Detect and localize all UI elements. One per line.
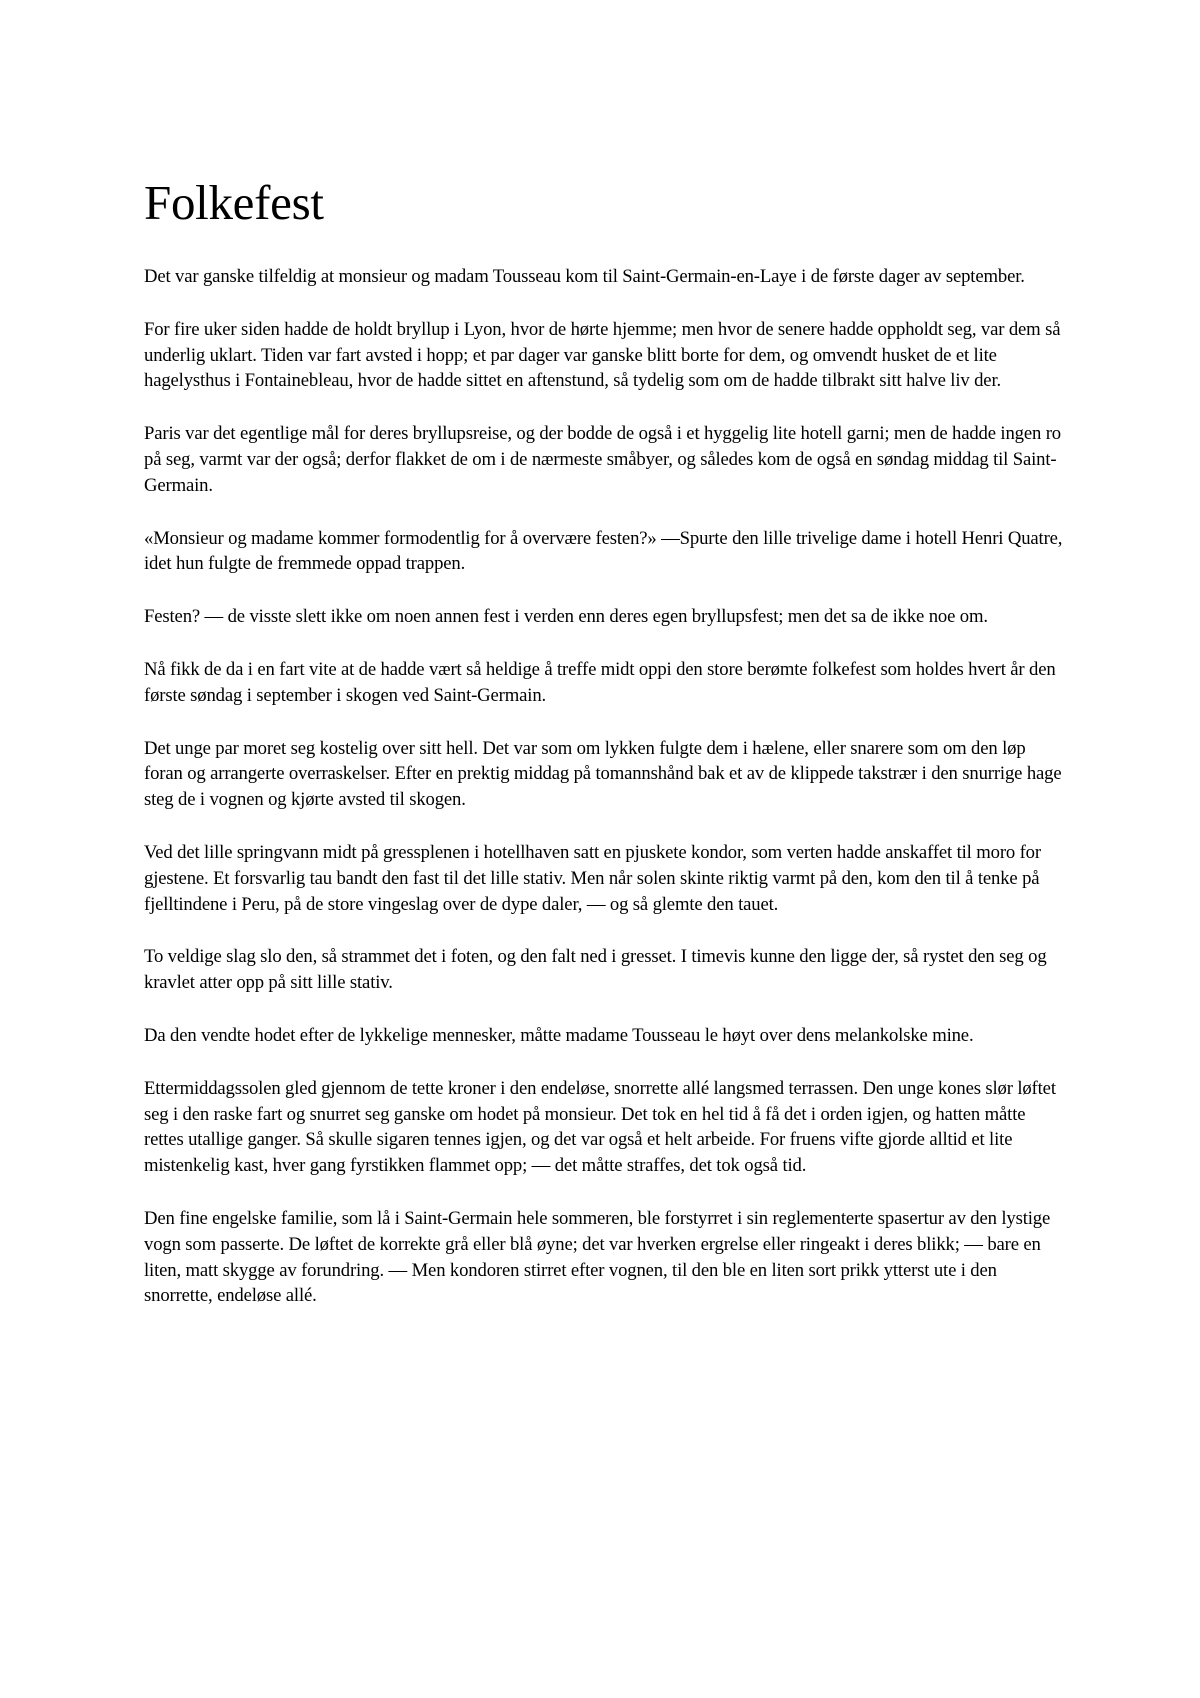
paragraph: Paris var det egentlige mål for deres bryllupsreise, og der bodde de også i et hyggelig lite hotell garni; men de hadde ingen ro på seg, varmt var der også; derfor flakket de om i de nærmeste småbyer, og således kom de også en søndag middag til Saint-Germain.: [144, 423, 1061, 496]
paragraph: Det var ganske tilfeldig at monsieur og madam Tousseau kom til Saint-Germain-en-Laye i de første dager av september.: [144, 266, 1025, 287]
paragraph: Ved det lille springvann midt på gressplenen i hotellhaven satt en pjuskete kondor, som verten hadde anskaffet til moro for gjestene. Et forsvarlig tau bandt den fast til det lille stativ. Men når solen skinte riktig varmt på den, kom den til å tenke på fjelltindene i Peru, på de store vingeslag over de dype daler, — og så glemte den tauet.: [144, 841, 1041, 915]
paragraph: «Monsieur og madame kommer formodentlig for å overvære festen?» —Spurte den lille trivelige dame i hotell Henri Quatre, idet hun fulgte de fremmede oppad trappen.: [144, 527, 1063, 575]
paragraph: Da den vendte hodet efter de lykkelige mennesker, måtte madame Tousseau le høyt over dens melankolske mine.: [144, 1024, 974, 1046]
paragraph: Den fine engelske familie, som lå i Saint-Germain hele sommeren, ble forstyrret i sin reglementerte spasertur av den lystige vogn som passerte. De løftet de korrekte grå eller blå øyne; det var hverken ergrelse eller ringeakt i deres blikk; — bare en liten, matt skygge av forundring. — Men kondoren stirret efter vognen, til den ble en liten sort prikk ytterst ute i den snorrette, endeløse allé.: [144, 1207, 1051, 1307]
paragraph: Det unge par moret seg kostelig over sitt hell. Det var som om lykken fulgte dem i hælene, eller snarere som om den løp foran og arrangerte overraskelser. Efter en prektig middag på tomannshånd bak et av de klippede takstrær i den snurrige hage steg de i vognen og kjørte avsted til skogen.: [144, 737, 1062, 811]
paragraph: Ettermiddagssolen gled gjennom de tette kroner i den endeløse, snorrette allé langsmed terrassen. Den unge kones slør løftet seg i den raske fart og snurret seg ganske om hodet på monsieur. Det tok en hel tid å få det i orden igjen, og hatten måtte rettes utallige ganger. Så skulle sigaren tennes igjen, og det var også et helt arbeide. For fruens vifte gjorde alltid et lite mistenkelig kast, hver gang fyrstikken flammet opp; — det måtte straffes, det tok også tid.: [144, 1077, 1056, 1177]
paragraph: Festen? — de visste slett ikke om noen annen fest i verden enn deres egen bryllupsfest; men det sa de ikke noe om.: [144, 606, 988, 628]
document-page: [144, 170, 1064, 1336]
paragraph: Nå fikk de da i en fart vite at de hadde vært så heldige å treffe midt oppi den store berømte folkefest som holdes hvert år den første søndag i september i skogen ved Saint-Germain.: [144, 658, 1056, 706]
document-title: Folkefest: [144, 175, 324, 230]
paragraph: For fire uker siden hadde de holdt bryllup i Lyon, hvor de hørte hjemme; men hvor de senere hadde oppholdt seg, var dem så underlig uklart. Tiden var fart avsted i hopp; et par dager var ganske blitt borte for dem, og omvendt husket de et lite hagelysthus i Fontainebleau, hvor de hadde sittet en aftenstund, så tydelig som om de hadde tilbrakt sitt halve liv der.: [144, 318, 1061, 392]
paragraph: To veldige slag slo den, så strammet det i foten, og den falt ned i gresset. I timevis kunne den ligge der, så rystet den seg og kravlet atter opp på sitt lille stativ.: [144, 946, 1047, 994]
